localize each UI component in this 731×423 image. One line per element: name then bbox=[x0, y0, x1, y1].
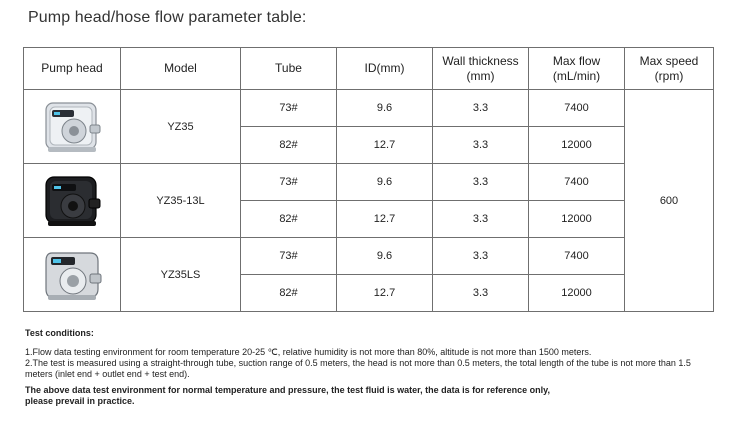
header-tube: Tube bbox=[241, 48, 337, 90]
header-model: Model bbox=[121, 48, 241, 90]
header-flow-line1: Max flow bbox=[552, 53, 601, 68]
notes-heading: Test conditions: bbox=[25, 328, 94, 338]
page-title: Pump head/hose flow parameter table: bbox=[28, 9, 307, 26]
pump-image-cell bbox=[24, 238, 121, 312]
flow-cell: 12000 bbox=[529, 127, 625, 164]
pump-image-cell bbox=[24, 90, 121, 164]
model-cell: YZ35 bbox=[121, 90, 241, 164]
tube-cell: 73# bbox=[241, 90, 337, 127]
table-header-row bbox=[24, 48, 714, 90]
tube-cell: 82# bbox=[241, 127, 337, 164]
header-max-flow bbox=[529, 48, 625, 90]
model-cell: YZ35-13L bbox=[121, 164, 241, 238]
header-id: ID(mm) bbox=[337, 48, 433, 90]
id-cell: 12.7 bbox=[337, 127, 433, 164]
flow-cell: 12000 bbox=[529, 201, 625, 238]
stainless-peristaltic-pump-head-icon bbox=[40, 243, 104, 307]
flow-cell: 7400 bbox=[529, 164, 625, 201]
id-cell: 12.7 bbox=[337, 275, 433, 312]
wall-cell: 3.3 bbox=[433, 238, 529, 275]
tube-cell: 82# bbox=[241, 201, 337, 238]
wall-cell: 3.3 bbox=[433, 275, 529, 312]
header-max-speed bbox=[625, 48, 714, 90]
header-wall-line2: (mm) bbox=[466, 68, 495, 83]
notes-line-1: 1.Flow data testing environment for room temperature 20-25 ℃, relative humidity is not more than 80%, altitude is not more than 1500 meters. bbox=[25, 347, 592, 357]
wall-cell: 3.3 bbox=[433, 90, 529, 127]
parameter-table bbox=[23, 47, 714, 312]
model-cell: YZ35LS bbox=[121, 238, 241, 312]
tube-cell: 73# bbox=[241, 164, 337, 201]
tube-cell: 73# bbox=[241, 238, 337, 275]
notes-disclaimer-1: The above data test environment for normal temperature and pressure, the test fluid is water, the data is for reference only, bbox=[25, 385, 550, 395]
id-cell: 9.6 bbox=[337, 238, 433, 275]
table-row bbox=[24, 90, 714, 127]
header-speed-line1: Max speed bbox=[639, 53, 699, 68]
tube-cell: 82# bbox=[241, 275, 337, 312]
id-cell: 9.6 bbox=[337, 90, 433, 127]
header-flow-line2: (mL/min) bbox=[552, 68, 601, 83]
parameter-table-container bbox=[23, 47, 713, 312]
wall-cell: 3.3 bbox=[433, 201, 529, 238]
id-cell: 12.7 bbox=[337, 201, 433, 238]
flow-cell: 12000 bbox=[529, 275, 625, 312]
black-peristaltic-pump-head-icon bbox=[40, 169, 104, 233]
wall-cell: 3.3 bbox=[433, 127, 529, 164]
table-row bbox=[24, 164, 714, 201]
notes-disclaimer-2: please prevail in practice. bbox=[25, 396, 135, 406]
test-conditions-notes bbox=[25, 328, 715, 407]
table-row bbox=[24, 238, 714, 275]
flow-cell: 7400 bbox=[529, 238, 625, 275]
silver-peristaltic-pump-head-icon bbox=[40, 95, 104, 159]
flow-cell: 7400 bbox=[529, 90, 625, 127]
wall-cell: 3.3 bbox=[433, 164, 529, 201]
pump-image-cell bbox=[24, 164, 121, 238]
header-pump-head: Pump head bbox=[24, 48, 121, 90]
header-speed-line2: (rpm) bbox=[654, 68, 684, 83]
notes-line-2: 2.The test is measured using a straight-through tube, suction range of 0.5 meters, the head is not more than 0.5 meters, the total length of the tube is not more than 1.5 meters (inlet end + outlet end + test end). bbox=[25, 358, 691, 379]
header-wall-thickness bbox=[433, 48, 529, 90]
max-speed-cell: 600 bbox=[625, 90, 714, 312]
header-wall-line1: Wall thickness bbox=[442, 53, 519, 68]
id-cell: 9.6 bbox=[337, 164, 433, 201]
